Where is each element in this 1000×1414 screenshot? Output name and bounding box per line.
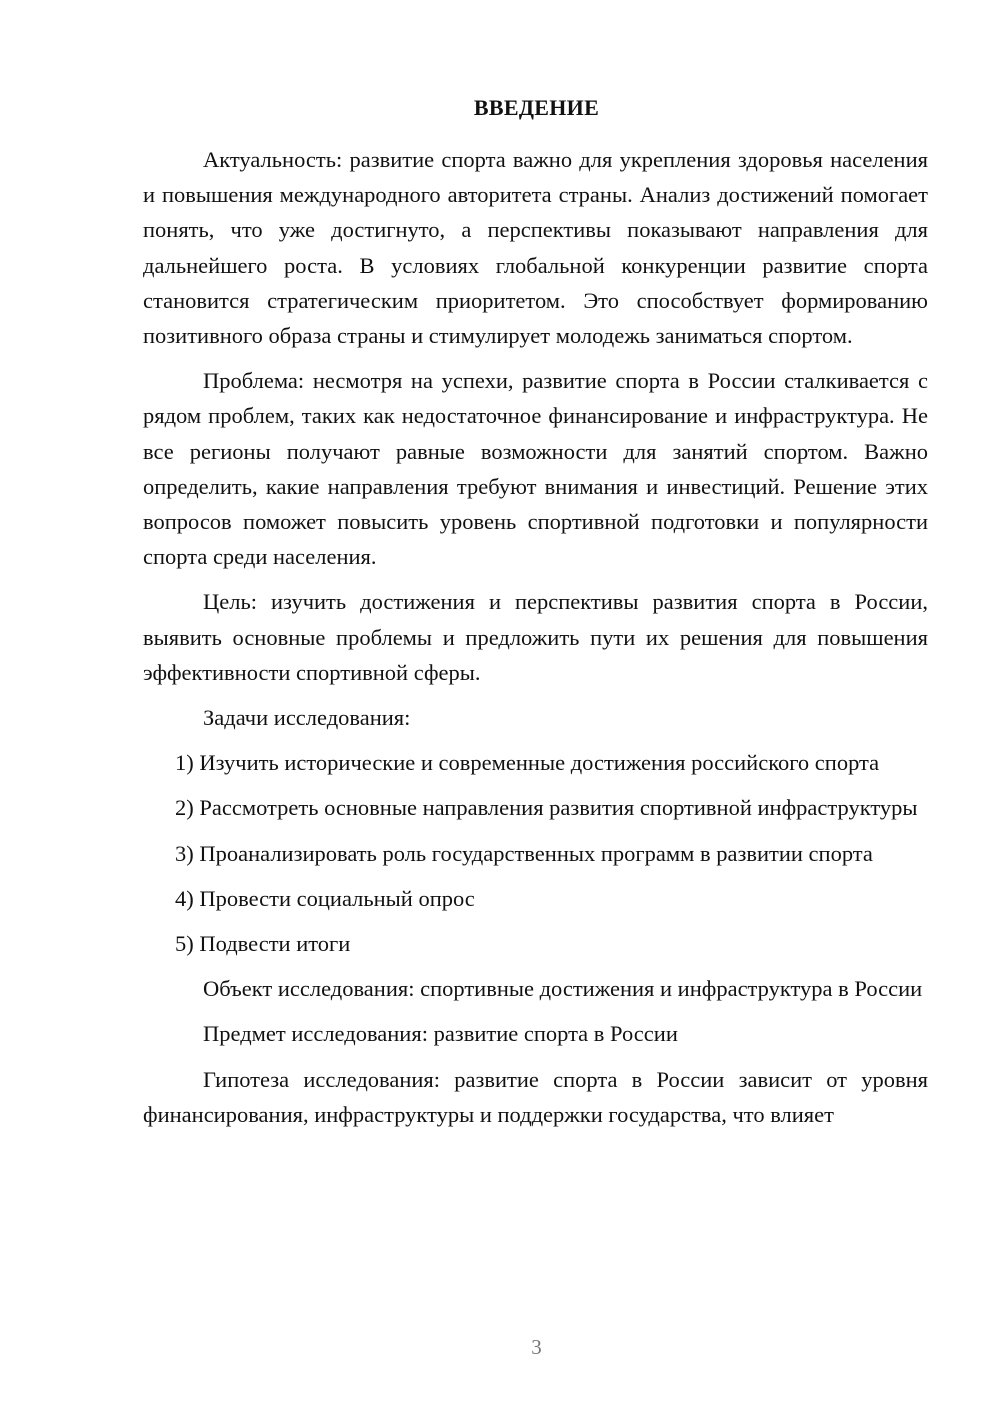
paragraph-hypothesis: Гипотеза исследования: развитие спорта в России зависит от уровня финансирования, инфраструктуры и поддержки государства, что влияет	[143, 1066, 928, 1127]
page-number: 3	[531, 1335, 542, 1359]
task-item-4: 4) Провести социальный опрос	[175, 885, 475, 911]
tasks-heading: Задачи исследования:	[203, 705, 411, 731]
task-item-5: 5) Подвести итоги	[175, 931, 351, 957]
task-item-2: 2) Рассмотреть основные направления развития спортивной инфраструктуры	[175, 795, 918, 821]
paragraph-problem: Проблема: несмотря на успехи, развитие спорта в России сталкивается с рядом проблем, таких как недостаточное финансирование и инфраструктура. Не все регионы получают равные возможности для занятий спортом. Важно определить, какие направления требуют внимания и инвестиций. Решение этих вопросов поможет повысить уровень спортивной подготовки и популярности спорта среди населения.	[143, 368, 928, 570]
document-body	[143, 142, 928, 1132]
paragraph-subject: Предмет исследования: развитие спорта в России	[203, 1021, 678, 1047]
paragraph-object: Объект исследования: спортивные достижения и инфраструктура в России	[203, 976, 923, 1002]
paragraph-goal: Цель: изучить достижения и перспективы развития спорта в России, выявить основные проблемы и предложить пути их решения для повышения эффективности спортивной сферы.	[143, 589, 928, 685]
page-title: ВВЕДЕНИЕ	[473, 95, 600, 120]
task-item-1: 1) Изучить исторические и современные достижения российского спорта	[175, 750, 880, 776]
task-item-3: 3) Проанализировать роль государственных программ в развитии спорта	[175, 840, 873, 866]
paragraph-actuality: Актуальность: развитие спорта важно для укрепления здоровья населения и повышения международного авторитета страны. Анализ достижений помогает понять, что уже достигнуто, а перспективы показывают направления для дальнейшего роста. В условиях глобальной конкуренции развитие спорта становится стратегическим приоритетом. Это способствует формированию позитивного образа страны и стимулирует молодежь заниматься спортом.	[143, 147, 928, 349]
